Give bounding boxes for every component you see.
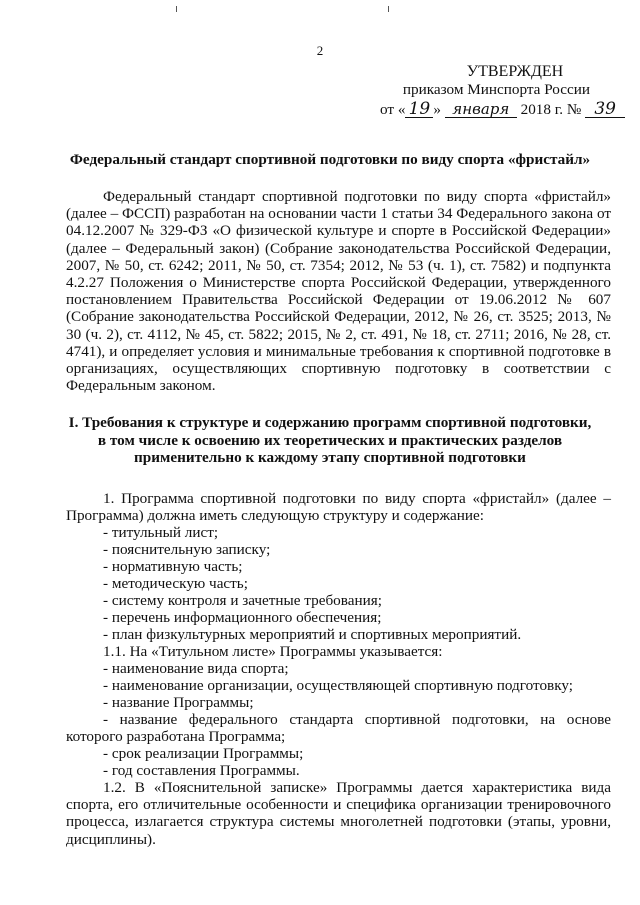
date-mid: » — [433, 101, 442, 118]
paragraph-1: 1. Программа спортивной подготовки по виду спорта «фристайл» (далее – Программа) должна иметь следующую структуру и содержание: — [66, 490, 611, 525]
page-number: 2 — [316, 43, 324, 58]
section-heading — [60, 414, 600, 467]
approval-block — [380, 62, 616, 120]
list-item: - наименование организации, осуществляющей спортивную подготовку; — [103, 677, 573, 694]
paragraph-1-1: 1.1. На «Титульном листе» Программы указывается: — [103, 643, 443, 660]
section-heading-line: применительно к каждому этапу спортивной подготовки — [134, 449, 526, 467]
list-item: - год составления Программы. — [103, 762, 300, 779]
list-item: - пояснительную записку; — [103, 541, 271, 558]
date-year: 2018 г. № — [520, 101, 582, 118]
list-item: - перечень информационного обеспечения; — [103, 609, 382, 626]
intro-paragraph: Федеральный стандарт спортивной подготовки по виду спорта «фристайл» (далее – ФССП) разработан на основании части 1 статьи 34 Федерального закона от 04.12.2007 № 329-ФЗ «О физической культуре и спорте в Российской Федерации» (далее – Федеральный закон) (Собрание законодательства Российской Федерации, 2007, № 50, ст. 6242; 2011, № 50, ст. 7354; 2012, № 53 (ч. 1), ст. 7582) и подпункта 4.2.27 Положения о Министерстве спорта Российской Федерации, утвержденного постановлением Правительства Российской Федерации от 19.06.2012 № 607 (Собрание законодательства Российской Федерации, 2012, № 26, ст. 3525; 2013, № 30 (ч. 2), ст. 4112, № 45, ст. 5822; 2015, № 2, ст. 491, № 18, ст. 2711; 2016, № 28, ст. 4741), и определяет условия и минимальные требования к спортивной подготовке в организациях, осуществляющих спортивную подготовку в соответствии с Федеральным законом. — [66, 188, 611, 395]
date-day-handwritten: 19 — [405, 101, 433, 118]
list-item: - план физкультурных мероприятий и спортивных мероприятий. — [103, 626, 522, 643]
document-title: Федеральный стандарт спортивной подготовки по виду спорта «фристайл» — [69, 151, 591, 168]
scan-mark — [388, 6, 389, 12]
list-item: - срок реализации Программы; — [103, 745, 304, 762]
approval-date — [380, 99, 616, 120]
section-heading-line: I. Требования к структуре и содержанию программ спортивной подготовки, — [68, 414, 592, 431]
date-month-handwritten: января — [445, 101, 517, 118]
list-item-long: - название федерального стандарта спортивной подготовки, на основе которого разработана Программа; — [66, 711, 611, 746]
list-item: - систему контроля и зачетные требования; — [103, 592, 382, 609]
list-item: - методическую часть; — [103, 575, 248, 592]
list-item: - наименование вида спорта; — [103, 660, 289, 677]
list-item: - нормативную часть; — [103, 558, 243, 575]
section-heading-line: в том числе к освоению их теоретических и практических разделов — [97, 431, 563, 449]
date-prefix: от « — [380, 101, 406, 118]
list-item: - титульный лист; — [103, 524, 219, 541]
list-item: - название Программы; — [103, 694, 254, 711]
approval-order: приказом Минспорта России — [402, 81, 590, 98]
approval-title: УТВЕРЖДЕН — [466, 63, 564, 80]
paragraph-1-2: 1.2. В «Пояснительной записке» Программы дается характеристика вида спорта, его отличительные особенности и специфика организации тренировочного процесса, излагается структура системы многолетней подготовки (этапы, уровни, дисциплины). — [66, 779, 611, 848]
scan-mark — [176, 6, 177, 12]
order-number-handwritten: 39 — [585, 101, 625, 118]
